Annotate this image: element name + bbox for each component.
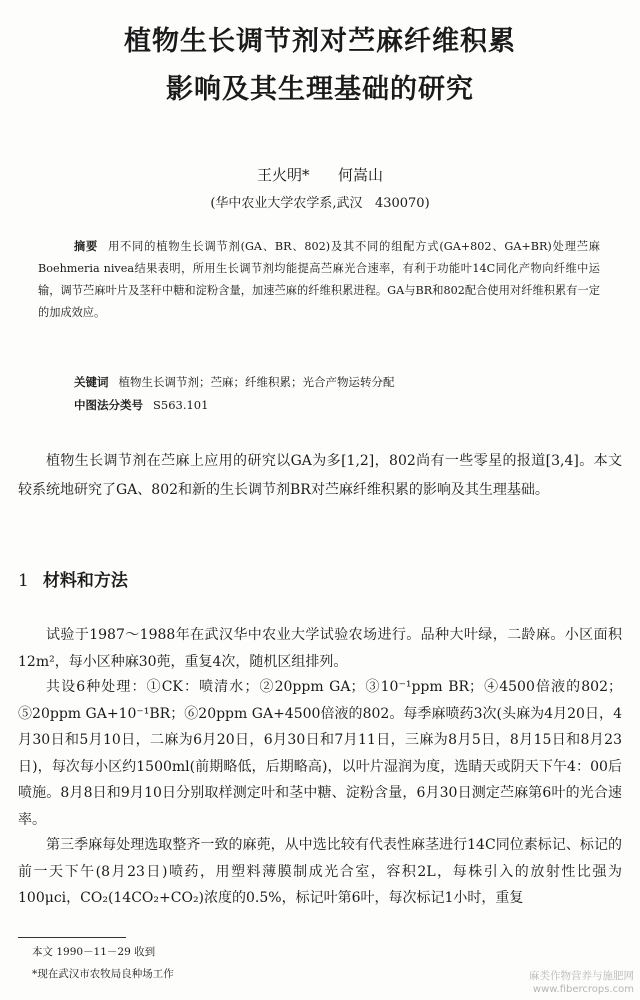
abstract-label: 摘要 (74, 240, 99, 253)
abstract-text: 用不同的植物生长调节剂(GA、BR、802)及其不同的组配方式(GA+802、GA+BR)处理苎麻Boehmeria nivea结果表明，所用生长调节剂均能提高苎麻光合速率，有利于功能叶14C同化产物向纤维中运输，调节苎麻叶片及茎秆中糖和淀粉含量，加速苎麻的纤维积累进程。GA与BR和802配合使用对纤维积累有一定的加成效应。 (38, 240, 600, 319)
paper-title-line-1: 植物生长调节剂对苎麻纤维积累 (124, 26, 516, 57)
body-paragraph-3: 第三季麻每处理选取整齐一致的麻蔸，从中选比较有代表性麻茎进行14C同位素标记、标记的前一天下午(8月23日)喷药，用塑料薄膜制成光合室，容积2L，每株引入的放射性比强为100μci，CO₂(14CO₂+CO₂)浓度的0.5%，标记叶第6叶，每次标记1小时，重复 (18, 837, 622, 906)
section-number: 1 (18, 571, 29, 591)
authors: 王火明* 何嵩山 (256, 166, 384, 184)
footnote-present-address: *现在武汉市农牧局良种场工作 (32, 968, 174, 980)
body-paragraph-2: 共设6种处理：①CK：喷清水；②20ppm GA；③10⁻¹ppm BR；④4500倍液的802；⑤20ppm GA+10⁻¹BR；⑥20ppm GA+4500倍液的802。每季麻喷药3次(头麻为4月20日，4月30日和5月10日，二麻为6月20日，6月30日和7月11日，三麻为8月5日，8月15日和8月23日)，每次每小区约1500ml(前期略低，后期略高)，以叶片湿润为度，选睛天或阴天下午4：00后喷施。8月8日和9月10日分别取样测定叶和茎中糖、淀粉含量，6月30日测定苎麻第6叶的光合速率。 (18, 679, 622, 828)
keywords-text: 植物生长调节剂；苎麻；纤维积累；光合产物运转分配 (118, 375, 395, 389)
affiliation: (华中农业大学农学系,武汉 430070) (210, 196, 430, 211)
classification-text: S563.101 (153, 398, 209, 412)
paper-title-line-2: 影响及其生理基础的研究 (166, 74, 474, 105)
keywords (74, 374, 395, 390)
watermark-url: www.fibercrops.com (532, 984, 634, 995)
footnote-received: 本文 1990－11－29 收到 (32, 946, 156, 958)
body-paragraph-1: 试验于1987～1988年在武汉华中农业大学试验农场进行。品种大叶绿，二龄麻。小区面积12m²，每小区种麻30蔸，重复4次，随机区组排列。 (18, 627, 622, 670)
abstract (38, 236, 600, 324)
section-title: 材料和方法 (42, 571, 128, 591)
intro-paragraph: 植物生长调节剂在苎麻上应用的研究以GA为多[1,2]，802尚有一些零星的报道[3,4]。本文较系统地研究了GA、802和新的生长调节剂BR对苎麻纤维积累的影响及其生理基础。 (18, 453, 622, 498)
classification (74, 397, 208, 413)
classification-label: 中图法分类号 (74, 398, 143, 412)
keywords-label: 关键词 (74, 375, 109, 389)
section-heading (18, 566, 128, 591)
footnote-divider (18, 937, 126, 938)
watermark-title: 麻类作物营养与施肥网 (529, 970, 634, 982)
